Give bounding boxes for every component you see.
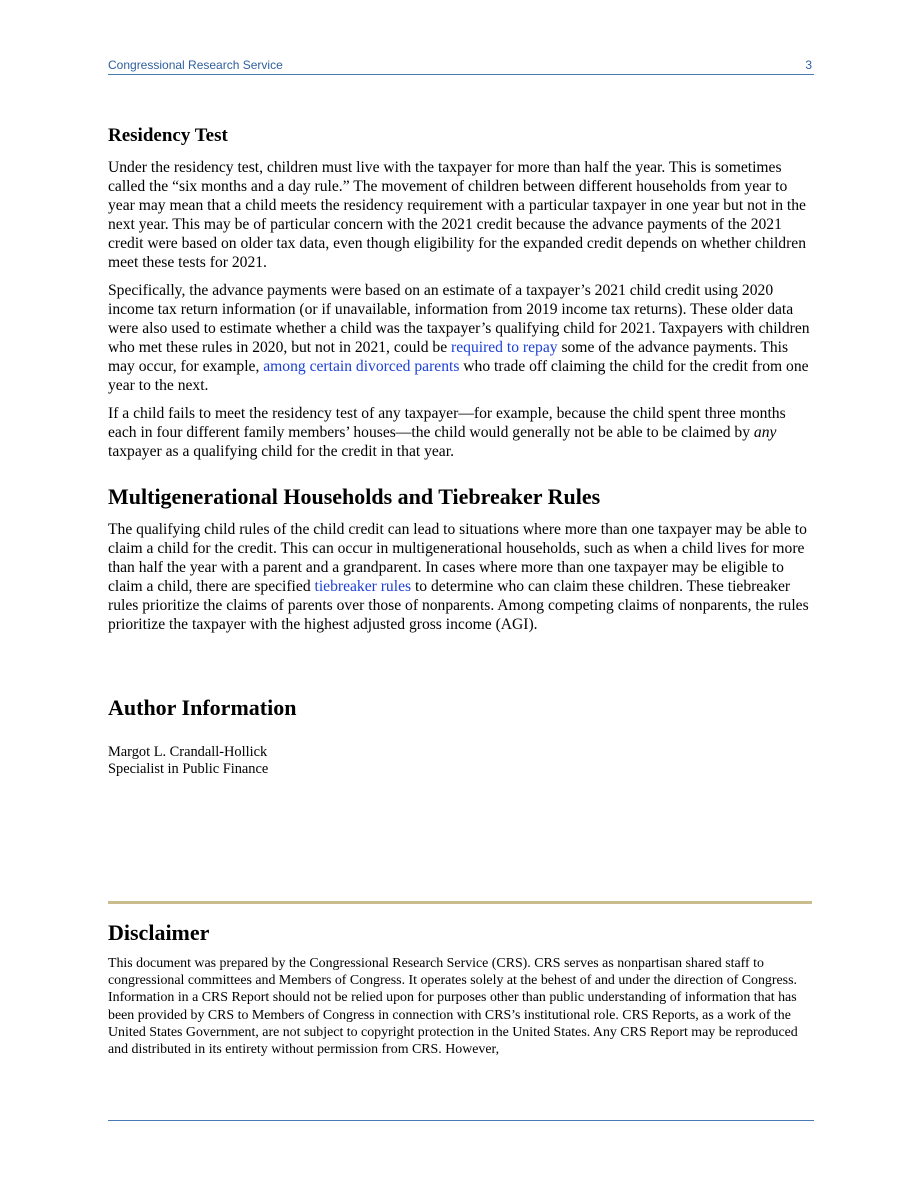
section-heading-disclaimer: Disclaimer (108, 920, 210, 945)
text-run: some of the advance payments. This may occur, for example, (108, 339, 789, 375)
author-role: Specialist in Public Finance (108, 761, 269, 777)
paragraph (108, 281, 814, 395)
main-content (108, 124, 814, 778)
paragraph (108, 520, 814, 634)
text-run: to determine who can claim these children. These tiebreaker rules prioritize the claims of parents over those of nonparents. Among competing claims of nonparents, the rules prioritize the taxpayer with the highest adjusted gross income (AGI). (108, 578, 809, 633)
emphasis: any (753, 424, 777, 441)
text-run: who trade off claiming the child for the credit from one year to the next. (108, 358, 809, 394)
page-number: 3 (805, 58, 812, 72)
paragraph: Under the residency test, children must live with the taxpayer for more than half the year. This is sometimes called the “six months and a day rule.” The movement of children between different households from year to year may mean that a child meets the residency requirement with a particular taxpayer in one year but not in the next year. This may be of particular concern with the 2021 credit because the advance payments of the 2021 credit were based on older tax data, even though eligibility for the expanded credit depends on whether children meet these tests for 2021. (108, 159, 807, 271)
page-header (108, 58, 814, 75)
footer-rule (108, 1120, 814, 1121)
section-heading-residency: Residency Test (108, 125, 228, 146)
text-run: If a child fails to meet the residency test of any taxpayer—for example, because the child spent three months each in four different family members’ houses—the child would generally not be able to be claimed by (108, 405, 786, 441)
paragraph (108, 404, 814, 461)
section-divider (108, 901, 812, 904)
section-heading-multigenerational: Multigenerational Households and Tiebreaker Rules (108, 484, 601, 509)
header-org-name: Congressional Research Service (108, 58, 283, 72)
link-required-to-repay[interactable]: required to repay (451, 339, 558, 356)
link-divorced-parents[interactable]: among certain divorced parents (263, 358, 460, 375)
text-run: taxpayer as a qualifying child for the credit in that year. (108, 443, 454, 460)
text-run: The qualifying child rules of the child credit can lead to situations where more than one taxpayer may be able to claim a child for the credit. This can occur in multigenerational households, such as when a child lives for more than half the year with a parent and a grandparent. In cases where more than one taxpayer may be eligible to claim a child, there are specified (108, 521, 807, 595)
link-tiebreaker-rules[interactable]: tiebreaker rules (314, 578, 412, 595)
author-name: Margot L. Crandall-Hollick (108, 744, 268, 760)
text-run: Specifically, the advance payments were based on an estimate of a taxpayer’s 2021 child credit using 2020 income tax return information (or if unavailable, information from 2019 income tax returns). These older data were also used to estimate whether a child was the taxpayer’s qualifying child for 2021. Taxpayers with children who met these rules in 2020, but not in 2021, could be (108, 282, 810, 356)
disclaimer-section (108, 919, 814, 1058)
disclaimer-text: This document was prepared by the Congressional Research Service (CRS). CRS serves as nonpartisan shared staff to congressional committees and Members of Congress. It operates solely at the behest of and under the direction of Congress. Information in a CRS Report should not be relied upon for purposes other than public understanding of information that has been provided by CRS to Members of Congress in connection with CRS’s institutional role. CRS Reports, as a work of the United States Government, are not subject to copyright protection in the United States. Any CRS Report may be reproduced and distributed in its entirety without permission from CRS. However, (108, 956, 798, 1058)
section-heading-author: Author Information (108, 695, 297, 720)
